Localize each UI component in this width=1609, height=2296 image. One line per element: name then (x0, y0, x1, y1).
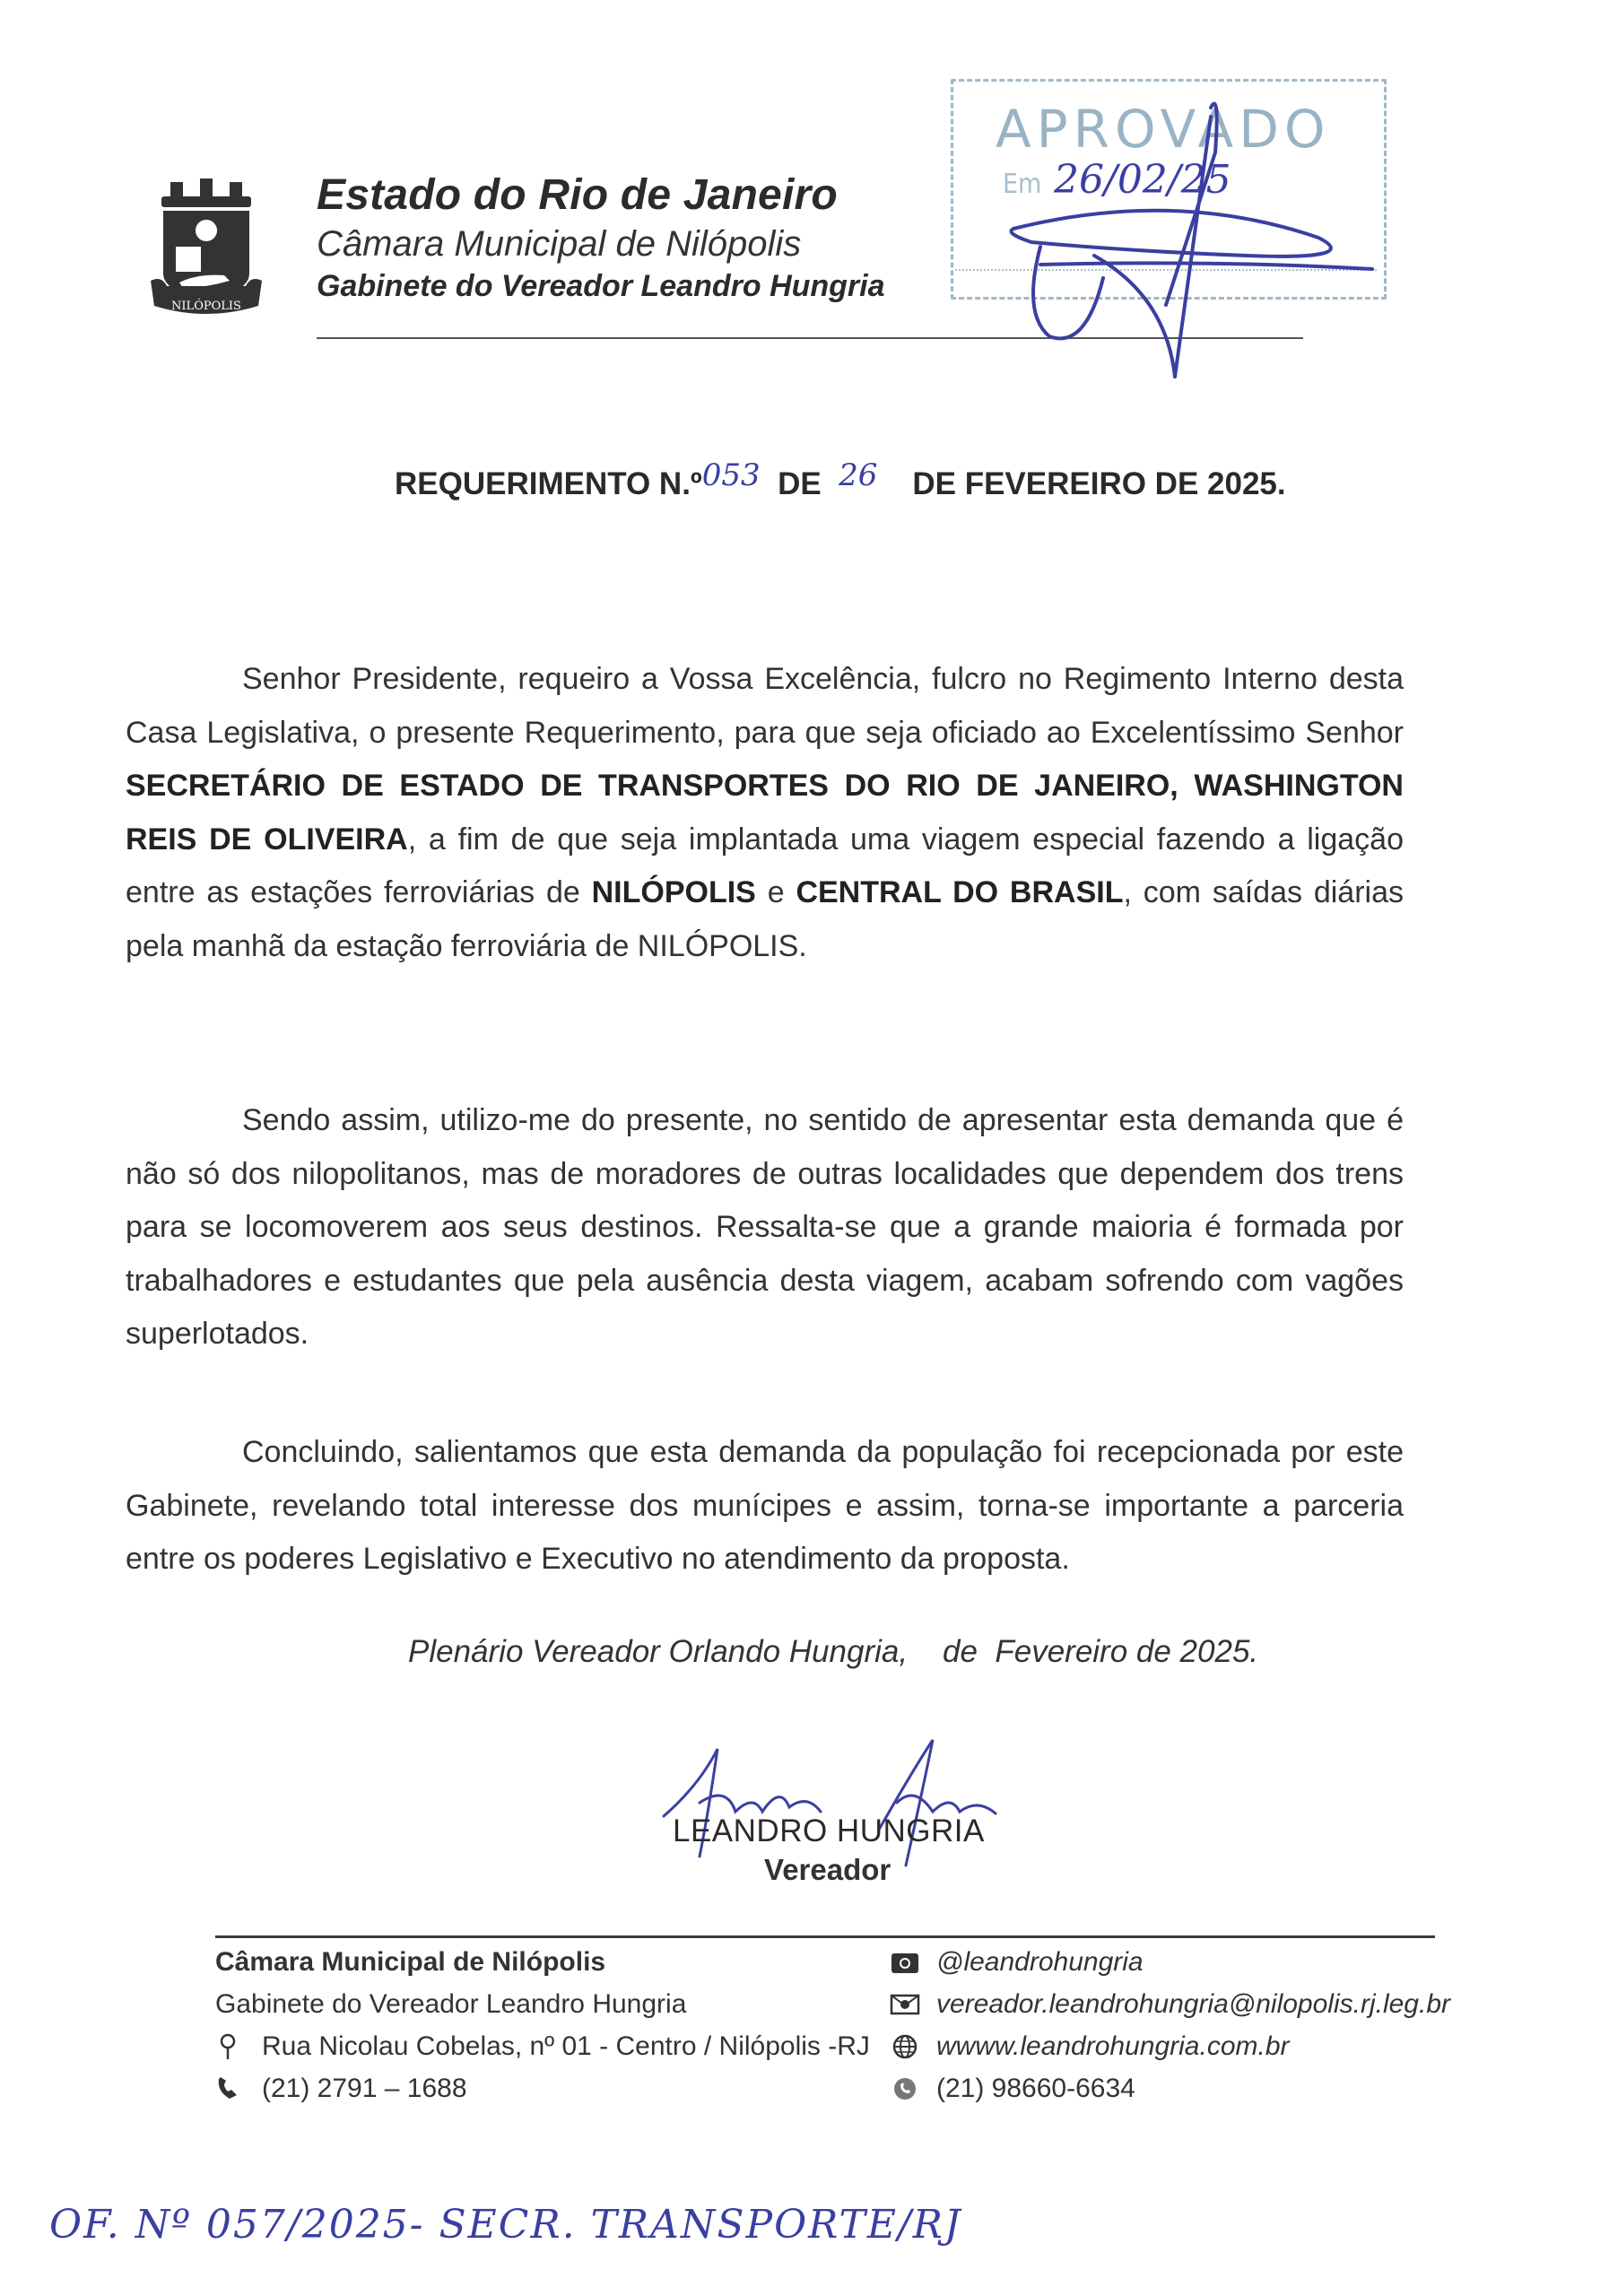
footer-contact-right (890, 1941, 1450, 2109)
phone-icon (215, 2075, 248, 2102)
stamp-handwritten-date: 26/02/25 (1054, 157, 1231, 203)
p2-text: Sendo assim, utilizo-me do presente, no sentido de apresentar esta demanda que é não só dos nilopolitanos, mas de moradores de outras localidades que dependem dos trens para se locomoverem aos seus destinos. Ressalta-se que a grande maioria é formada por trabalhadores e estudantes que pela ausência desta viagem, acabam sofrendo com vagões superlotados. (126, 1103, 1404, 1351)
stamp-date-prefix: Em (1003, 169, 1042, 200)
footer-phone: (21) 2791 – 1688 (262, 2074, 467, 2103)
p1-bold-recipient: SECRETÁRIO DE ESTADO DE TRANSPORTES DO RIO DE JANEIRO, WASHINGTON REIS DE OLIVEIRA (126, 769, 1404, 857)
signatory-role: Vereador (764, 1853, 891, 1886)
body-paragraph-1 (126, 653, 1404, 973)
header-title: Estado do Rio de Janeiro (317, 171, 838, 219)
handwritten-request-number: 053 (701, 457, 761, 493)
footer-org: Câmara Municipal de Nilópolis (215, 1947, 606, 1977)
p1-text-2: , a fim de que seja implantada uma viagem especial fazendo a ligação entre as estações ferroviárias de (126, 822, 1404, 909)
stamp-label: APROVADO (996, 99, 1331, 160)
header-subtitle: Câmara Municipal de Nilópolis (317, 224, 802, 264)
footer-address: Rua Nicolau Cobelas, nº 01 - Centro / Nilópolis -RJ (262, 2031, 870, 2061)
location-pin-icon (215, 2033, 248, 2060)
globe-icon (890, 2033, 922, 2060)
footer-website-row (890, 2025, 1450, 2067)
footer-instagram[interactable]: @leandrohungria (936, 1947, 1144, 1977)
instagram-camera-icon (890, 1949, 922, 1976)
p1-bold-station-1: NILÓPOLIS (591, 875, 756, 909)
body-paragraph-2 (126, 1094, 1404, 1361)
p1-text-1: Senhor Presidente, requeiro a Vossa Excelência, fulcro no Regimento Interno desta Casa Legislativa, o presente Requerimento, para que seja oficiado ao Excelentíssimo Senhor (126, 662, 1404, 750)
footer-contact-left (215, 1941, 870, 2109)
whatsapp-icon (890, 2075, 922, 2102)
footer-instagram-row (890, 1941, 1450, 1983)
footer-address-row (215, 2025, 870, 2067)
footer-phone-row (215, 2067, 870, 2109)
header-office: Gabinete do Vereador Leandro Hungria (317, 269, 885, 303)
approval-signature-icon (951, 81, 1489, 404)
svg-text:NILÓPOLIS: NILÓPOLIS (171, 300, 241, 313)
email-envelope-icon (890, 1991, 922, 2018)
footer-email[interactable]: vereador.leandrohungria@nilopolis.rj.leg.br (936, 1989, 1451, 2019)
handwritten-day: 26 (839, 457, 878, 493)
footer-divider (215, 1935, 1435, 1938)
footer-office: Gabinete do Vereador Leandro Hungria (215, 1989, 687, 2019)
municipal-coat-of-arms-icon (144, 175, 269, 327)
body-paragraph-3 (126, 1426, 1404, 1587)
handwritten-office-reference: OF. Nº 057/2025- SECR. TRANSPORTE/RJ (49, 2202, 962, 2248)
document-title (395, 457, 1286, 502)
p1-text-4: , com saídas diárias pela manhã da estação ferroviária de NILÓPOLIS. (126, 875, 1404, 963)
footer-whatsapp[interactable]: (21) 98660-6634 (936, 2074, 1135, 2103)
footer-email-row (890, 1983, 1450, 2025)
p1-bold-station-2: CENTRAL DO BRASIL (796, 875, 1124, 909)
p3-text: Concluindo, salientamos que esta demanda da população foi recepcionada por este Gabinete, revelando total interesse dos munícipes e assim, torna-se importante a parceria entre os poderes Legislativo e Executivo no atendimento da proposta. (126, 1435, 1404, 1576)
footer-whatsapp-row (890, 2067, 1450, 2109)
place-and-date: Plenário Vereador Orlando Hungria, de Fevereiro de 2025. (408, 1634, 1259, 1669)
title-prefix: REQUERIMENTO N.º (395, 466, 702, 501)
footer-website[interactable]: wwww.leandrohungria.com.br (936, 2031, 1290, 2061)
title-de: DE (778, 466, 822, 501)
signatory-name: LEANDRO HUNGRIA (673, 1813, 985, 1848)
p1-text-3: e (755, 875, 796, 909)
title-suffix: DE FEVEREIRO DE 2025. (912, 466, 1286, 501)
